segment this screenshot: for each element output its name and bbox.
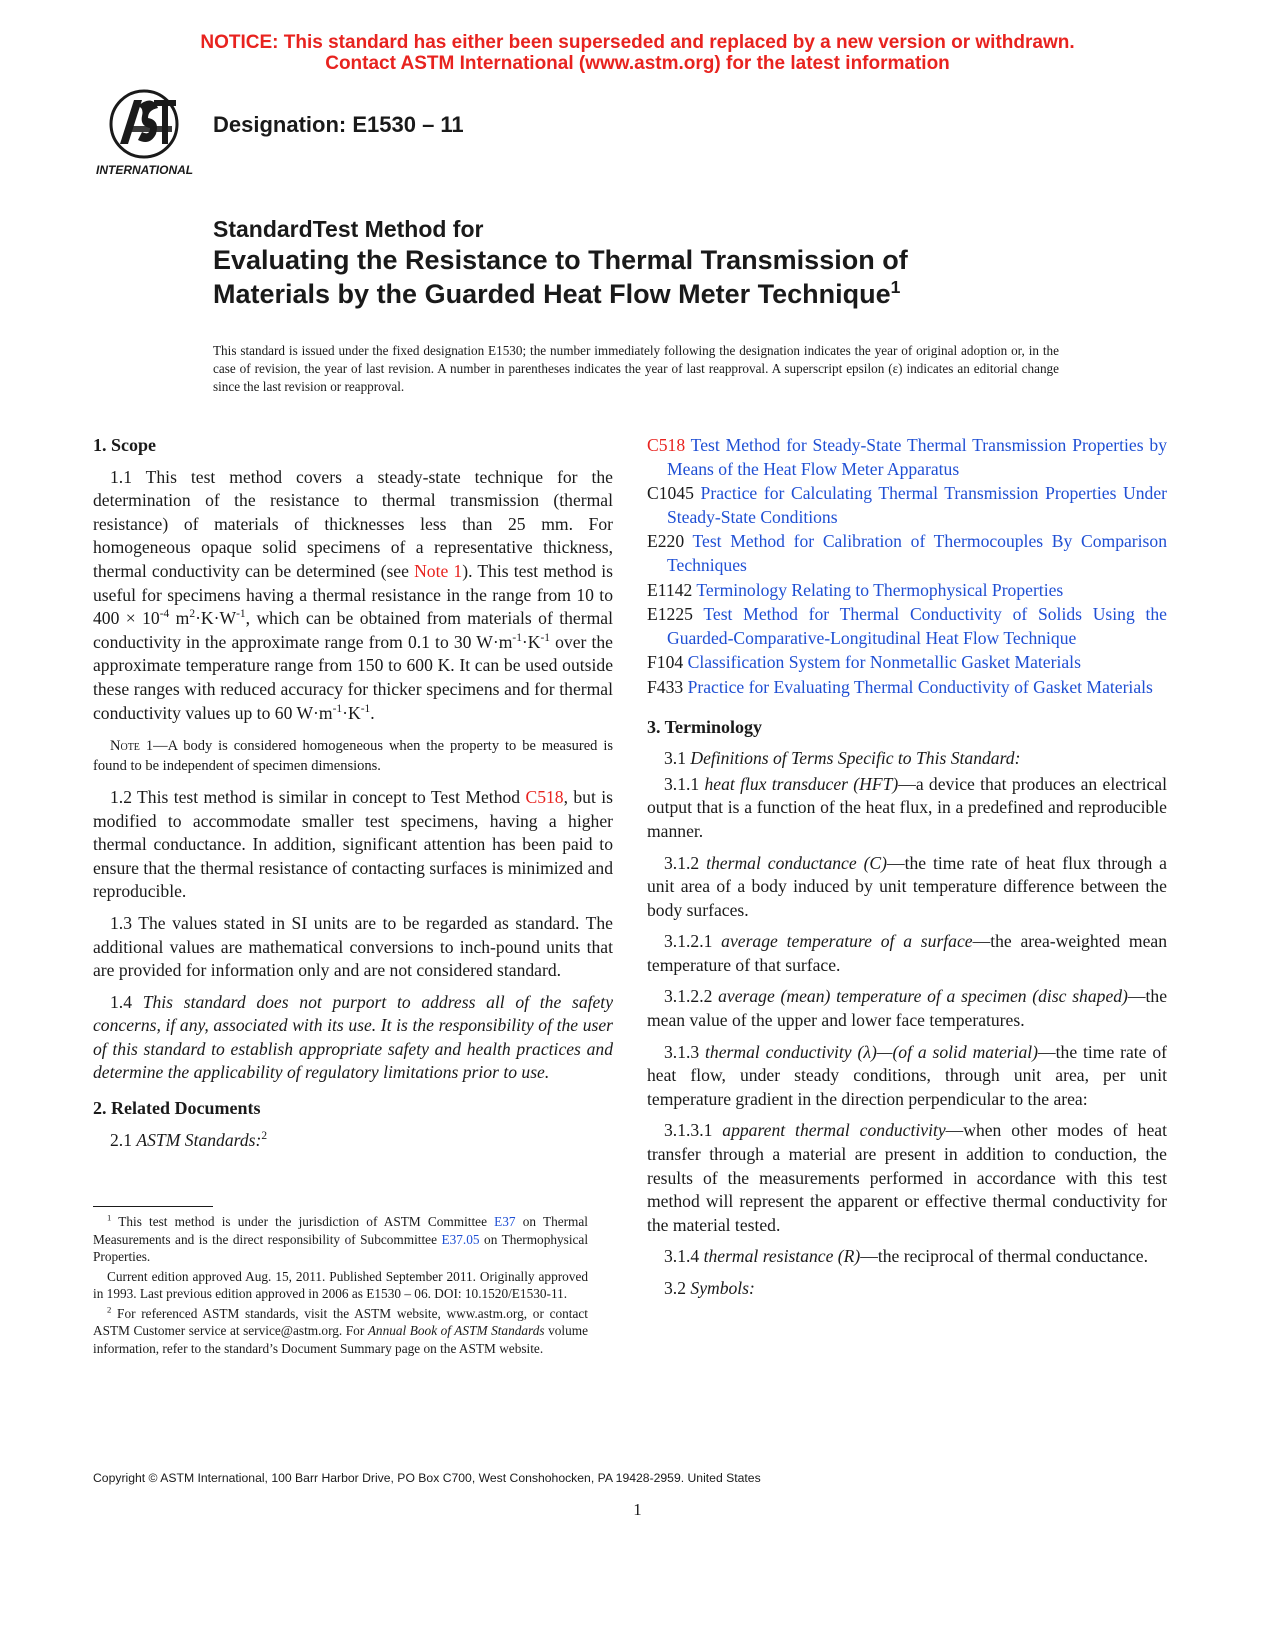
term-name: average (mean) temperature of a specimen (disc shaped)	[718, 986, 1128, 1007]
scope-1-3: 1.3 The values stated in SI units are to be regarded as standard. The additional values are mathematical conversions to inch-pound units that are provided for information only and are not considered standard.	[93, 912, 613, 981]
term-name: Symbols:	[690, 1278, 755, 1298]
astm-logo-icon	[94, 86, 198, 178]
scope-1-1-text-b: ). This test method is useful for specimens having a thermal resistance in the range from 10 to 400 × 10	[93, 560, 613, 629]
term-def: —a device that produces an electrical output that is a function of the heat flux, in a predefined and reproducible manner.	[647, 773, 1167, 841]
e37-link[interactable]: E37	[494, 1214, 516, 1229]
term-def: —the time rate of heat flux through a unit area of a body induced by unit temperature difference between the body surfaces.	[647, 852, 1167, 920]
reference-item	[647, 530, 1167, 577]
footnote-1-text-a: This test method is under the jurisdiction of ASTM Committee	[111, 1214, 495, 1229]
notice-line-2: Contact ASTM International (www.astm.org) for the latest information	[325, 53, 950, 74]
reference-item	[647, 676, 1167, 700]
reference-code: F104	[647, 652, 684, 673]
footnote-2	[93, 1305, 588, 1358]
e37-05-link[interactable]: E37.05	[441, 1231, 480, 1247]
reference-title-link[interactable]: Classification System for Nonmetallic Gasket Materials	[683, 652, 1081, 673]
sup: -1	[360, 702, 371, 715]
term-num: 3.1.2.2	[664, 986, 719, 1007]
note-label: Note	[110, 738, 140, 755]
reference-item	[647, 579, 1167, 603]
term-def: —the area-weighted mean temperature of that surface.	[647, 931, 1168, 975]
footnote-1	[93, 1213, 588, 1266]
reference-code: F433	[647, 676, 684, 697]
term-name: thermal conductance (C)	[706, 852, 888, 873]
scope-1-1-text-c: m	[169, 608, 190, 629]
copyright: Copyright © ASTM International, 100 Barr Harbor Drive, PO Box C700, West Conshohocken, PA 19428-2959. United States	[93, 1471, 761, 1485]
term-num: 3.1.2	[664, 852, 707, 873]
reference-code: C1045	[647, 483, 694, 504]
notice-line-1: NOTICE: This standard has either been superseded and replaced by a new version or withdrawn.	[200, 32, 1075, 53]
term-3-1-3-1	[647, 1119, 1167, 1237]
term-def: —the time rate of heat flow, under steady conditions, through unit area, per unit temperature gradient in the direction perpendicular to the area:	[647, 1041, 1167, 1109]
reference-code[interactable]: C518	[647, 435, 686, 455]
note-1	[93, 737, 613, 776]
title-pre: StandardTest Method for	[213, 216, 484, 242]
scope-1-1-text-g: over the approximate temperature range from 150 to 600 K. It can be used outside these ranges with reduced accuracy for thicker specimens and for thermal conductivity values up to 60 W·m	[93, 631, 613, 723]
title-block	[213, 215, 908, 311]
title-footnote-mark[interactable]: 1	[890, 277, 901, 297]
footnote-2-italic: Annual Book of ASTM Standards	[367, 1323, 545, 1338]
reference-item	[647, 603, 1167, 650]
reference-title-link[interactable]: Practice for Evaluating Thermal Conductivity of Gasket Materials	[683, 676, 1153, 697]
sup: -1	[236, 608, 246, 621]
reference-title-link[interactable]: Test Method for Steady-State Thermal Transmission Properties by Means of the Heat Flow Meter Apparatus	[667, 435, 1167, 479]
term-def: —when other modes of heat transfer through a material are present in addition to conduction, the results of the measurements performed in accordance with this test method will represent the apparent or effective thermal conductivity for the material tested.	[647, 1120, 1167, 1235]
footnote-2-text-a: For referenced ASTM standards, visit the ASTM website, www.astm.org, or contact ASTM Customer service at service@astm.org. For	[93, 1305, 588, 1338]
footnote-2-sup: 2	[107, 1304, 112, 1315]
term-def: —the reciprocal of thermal conductance.	[860, 1246, 1148, 1267]
scope-1-1-text-a: 1.1 This test method covers a steady-state technique for the determination of the resistance to thermal transmission (thermal resistance) of materials of thicknesses less than 25 mm. For homogeneous opaque solid specimens of a representative thickness, thermal conductivity can be determined (see	[93, 466, 613, 581]
sup: -4	[159, 608, 170, 621]
reference-item	[647, 434, 1167, 481]
footnote-divider	[93, 1206, 213, 1207]
reference-title-link[interactable]: Test Method for Thermal Conductivity of Solids Using the Guarded-Comparative-Longitudinal Heat Flow Technique	[667, 604, 1167, 648]
term-3-1	[647, 747, 1167, 771]
reference-title-link[interactable]: Terminology Relating to Thermophysical Properties	[692, 579, 1064, 600]
term-num: 3.1.4	[664, 1246, 704, 1267]
scope-1-2	[93, 786, 613, 904]
c518-link[interactable]: C518	[525, 786, 564, 807]
designation: Designation: E1530 – 11	[213, 112, 464, 137]
scope-1-1-text-i: .	[370, 702, 375, 723]
footnotes	[93, 1213, 588, 1359]
scope-1-2-text-a: 1.2 This test method is similar in concept to Test Method	[110, 786, 526, 807]
term-num: 3.1.3.1	[664, 1120, 723, 1141]
scope-1-1	[93, 466, 613, 726]
footnote-1-edition: Current edition approved Aug. 15, 2011. Published September 2011. Originally approved in 1993. Last previous edition approved in 2006 as E1530 – 06. DOI: 10.1520/E1530-11.	[93, 1268, 588, 1301]
title-line-2	[213, 277, 908, 311]
term-3-1-2-2	[647, 985, 1167, 1032]
term-3-1-3	[647, 1041, 1167, 1112]
title-line-2-text: Materials by the Guarded Heat Flow Meter Technique	[213, 279, 891, 309]
reference-item	[647, 482, 1167, 529]
reference-list	[647, 434, 1167, 700]
footnote-2-mark[interactable]: 2	[261, 1129, 268, 1142]
footnote-1-sup: 1	[107, 1212, 112, 1223]
reference-item	[647, 651, 1167, 675]
scope-1-4-num: 1.4	[110, 991, 143, 1012]
scope-1-4	[93, 991, 613, 1085]
scope-1-4-text: This standard does not purport to address all of the safety concerns, if any, associated with its use. It is the responsibility of the user of this standard to establish appropriate safety and health practices and determine the applicability of regulatory limitations prior to use.	[93, 991, 614, 1083]
scope-1-1-text-h: ·K	[342, 702, 361, 723]
astm-logo	[94, 86, 198, 178]
sup: -1	[540, 631, 551, 644]
note-text: 1—A body is considered homogeneous when the property to be measured is found to be independent of specimen dimensions.	[93, 738, 613, 774]
related-heading: 2. Related Documents	[93, 1098, 261, 1119]
footnote-1-text-b: on Thermal Measurements and is the direct responsibility of Subcommittee	[93, 1214, 588, 1247]
reference-title-link[interactable]: Test Method for Calibration of Thermocouples By Comparison Techniques	[667, 531, 1167, 575]
note-1-link[interactable]: Note 1	[414, 560, 463, 581]
related-2-1-text: ASTM Standards:	[136, 1129, 262, 1150]
title-line-1: Evaluating the Resistance to Thermal Transmission of	[213, 245, 908, 275]
footnote-1-text-c: on Thermophysical Properties.	[93, 1231, 589, 1264]
term-num: 3.1.2.1	[664, 931, 722, 952]
term-3-1-2-1	[647, 930, 1167, 977]
term-name: apparent thermal conductivity	[722, 1120, 946, 1141]
logo-text: INTERNATIONAL	[96, 163, 194, 177]
term-3-1-4	[647, 1245, 1167, 1269]
term-name: thermal conductivity (λ)—(of a solid material)	[705, 1041, 1039, 1062]
term-def: —the mean value of the upper and lower face temperatures.	[647, 986, 1168, 1031]
preamble: This standard is issued under the fixed designation E1530; the number immediately following the designation indicates the year of original adoption or, in the case of revision, the year of last revision. A number in parentheses indicates the year of last reapproval. A superscript epsilon (ε) indicates an editorial change since the last revision or reapproval.	[213, 343, 1059, 394]
sup: -1	[512, 631, 522, 644]
related-2-1-num: 2.1	[110, 1129, 137, 1150]
related-2-1	[93, 1129, 613, 1153]
sup: 2	[189, 608, 196, 621]
notice-banner	[0, 32, 1275, 74]
term-3-1-2	[647, 852, 1167, 923]
term-3-1-1	[647, 773, 1167, 844]
term-name: average temperature of a surface	[721, 931, 973, 952]
term-name: heat flux transducer (HFT)	[704, 773, 899, 794]
right-column	[647, 434, 1167, 1309]
footnote-2-text-b: volume information, refer to the standard’s Document Summary page on the ASTM website.	[93, 1323, 588, 1356]
reference-code: E220	[647, 531, 685, 552]
term-3-2	[647, 1277, 1167, 1301]
sup: -1	[332, 702, 343, 715]
scope-1-2-text-b: , but is modified to accommodate smaller test specimens, having a higher thermal conductance. In addition, significant attention has been paid to ensure that the thermal resistance of contacting surfaces is minimized and reproducible.	[93, 786, 613, 902]
term-3-1-text: Definitions of Terms Specific to This Standard:	[690, 748, 1021, 769]
scope-1-1-text-f: ·K	[521, 631, 541, 652]
term-name: thermal resistance (R)	[703, 1246, 861, 1267]
scope-heading: 1. Scope	[93, 435, 156, 455]
term-num: 3.1.1	[664, 773, 705, 794]
page-number: 1	[633, 1500, 642, 1519]
reference-title-link[interactable]: Practice for Calculating Thermal Transmission Properties Under Steady-State Conditions	[667, 483, 1167, 527]
scope-1-1-text-d: ·K·W	[195, 608, 237, 629]
reference-code: E1142	[647, 579, 693, 600]
terminology-heading: 3. Terminology	[647, 716, 763, 737]
left-column	[93, 434, 613, 1160]
term-num: 3.1.3	[664, 1041, 706, 1062]
reference-code: E1225	[647, 604, 693, 625]
scope-1-1-text-e: , which can be obtained from materials of thermal conductivity in the approximate range from 0.1 to 30 W·m	[93, 608, 613, 652]
term-3-1-num: 3.1	[664, 748, 691, 769]
term-num: 3.2	[664, 1278, 691, 1298]
